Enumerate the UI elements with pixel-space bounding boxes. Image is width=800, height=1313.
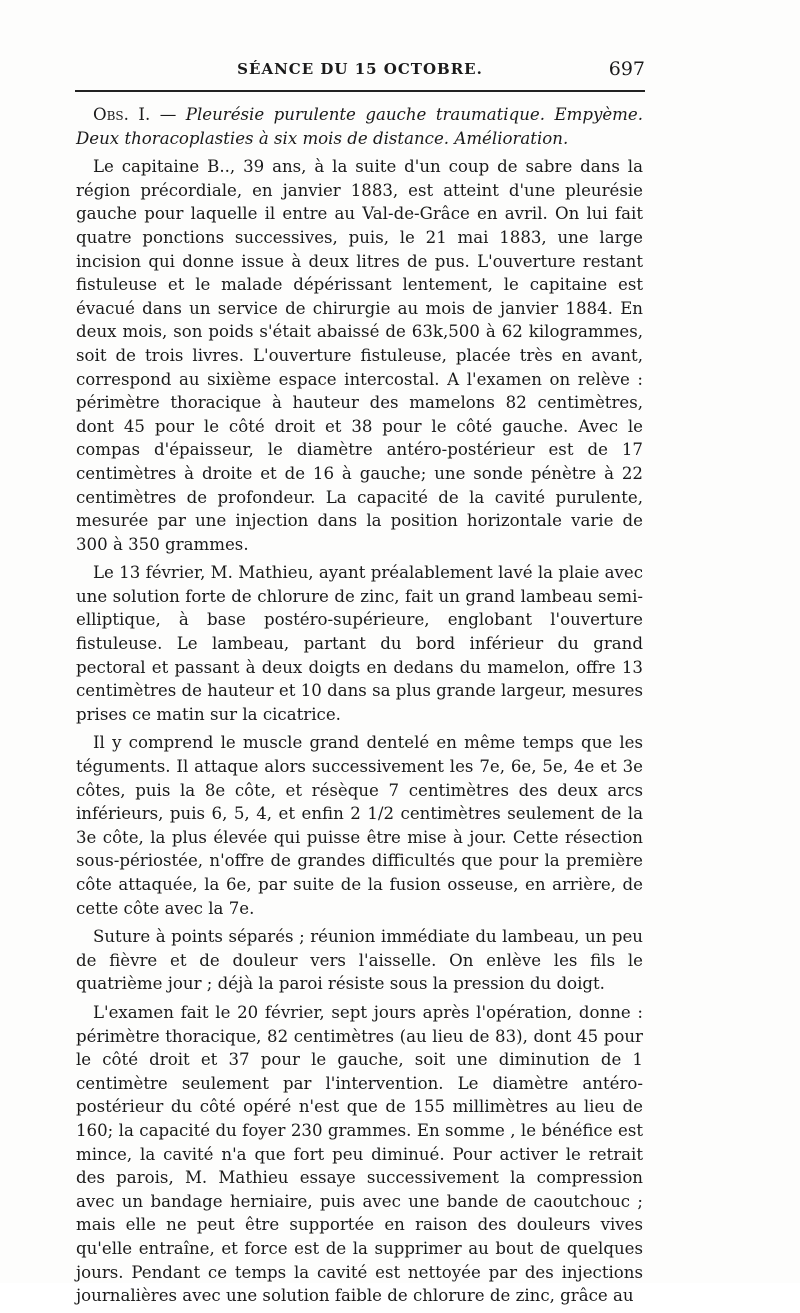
paragraph: L'examen fait le 20 février, sept jours après l'opération, donne : périmètre thoracique, 82 centimètres (au lieu de 83), dont 45 pour le côté droit et 37 pour le gauche, soit une diminution de 1 centimètre seulement par l'intervention. Le diamètre antéro-postérieur du côté opéré n'est que de 155 millimètres au lieu de 160; la capacité du foyer 230 grammes. En somme , le bénéfice est mince, la cavité n'a que fort peu diminué. Pour activer le retrait des parois, M. Mathieu essaye successivement la compression avec un bandage herniaire, puis avec une bande de caoutchouc ; mais elle ne peut être supportée en raison des douleurs vives qu'elle entraîne, et force est de la supprimer au bout de quelques jours. Pendant ce temps la cavité est nettoyée par des injections journalières avec une solution faible de chlorure de zinc, grâce au [76, 1002, 643, 1306]
page-number: 697 [608, 58, 645, 80]
page-header [75, 56, 645, 84]
running-title: SÉANCE DU 15 OCTOBRE. [237, 60, 483, 78]
paragraph: Suture à points séparés ; réunion immédiate du lambeau, un peu de fièvre et de douleur vers l'aisselle. On enlève les fils le quatrième jour ; déjà la paroi résiste sous la pression du doigt. [76, 927, 643, 994]
paragraph: Il y comprend le muscle grand dentelé en même temps que les téguments. Il attaque alors successivement les 7e, 6e, 5e, 4e et 3e côtes, puis la 8e côte, et résèque 7 centimètres des deux arcs inférieurs, puis 6, 5, 4, et enfin 2 1/2 centimètres seulement de la 3e côte, la plus élevée qui puisse être mise à jour. Cette résection sous-périostée, n'offre de grandes difficultés que pour la première côte attaquée, la 6e, par suite de la fusion osseuse, en arrière, de cette côte avec la 7e. [76, 733, 643, 918]
header-rule [75, 90, 645, 92]
observation-title: Pleurésie purulente gauche traumatique. Empyème. Deux thoracoplasties à six mois de distance. Amélioration. [76, 105, 643, 148]
paragraph: Le 13 février, M. Mathieu, ayant préalablement lavé la plaie avec une solution forte de chlorure de zinc, fait un grand lambeau semi-elliptique, à base postéro-supérieure, englobant l'ouverture fistuleuse. Le lambeau, partant du bord inférieur du grand pectoral et passant à deux doigts en dedans du mamelon, offre 13 centimètres de hauteur et 10 dans sa plus grande largeur, mesures prises ce matin sur la cicatrice. [76, 563, 643, 724]
observation-heading [76, 103, 643, 150]
body-text [76, 103, 643, 1313]
observation-label: Obs. I. — [93, 105, 177, 124]
paragraph: Le capitaine B.., 39 ans, à la suite d'un coup de sabre dans la région précordiale, en janvier 1883, est atteint d'une pleurésie gauche pour laquelle il entre au Val-de-Grâce en avril. On lui fait quatre ponctions successives, puis, le 21 mai 1883, une large incision qui donne issue à deux litres de pus. L'ouverture restant fistuleuse et le malade dépérissant lentement, le capitaine est évacué dans un service de chirurgie au mois de janvier 1884. En deux mois, son poids s'était abaissé de 63k,500 à 62 kilogrammes, soit de trois livres. L'ouverture fistuleuse, placée très en avant, correspond au sixième espace intercostal. A l'examen on relève : périmètre thoracique à hauteur des mamelons 82 centimètres, dont 45 pour le côté droit et 38 pour le côté gauche. Avec le compas d'épaisseur, le diamètre antéro-postérieur est de 17 centimètres à droite et de 16 à gauche; une sonde pénètre à 22 centimètres de profondeur. La capacité de la cavité purulente, mesurée par une injection dans la position horizontale varie de 300 à 350 grammes. [76, 157, 643, 554]
